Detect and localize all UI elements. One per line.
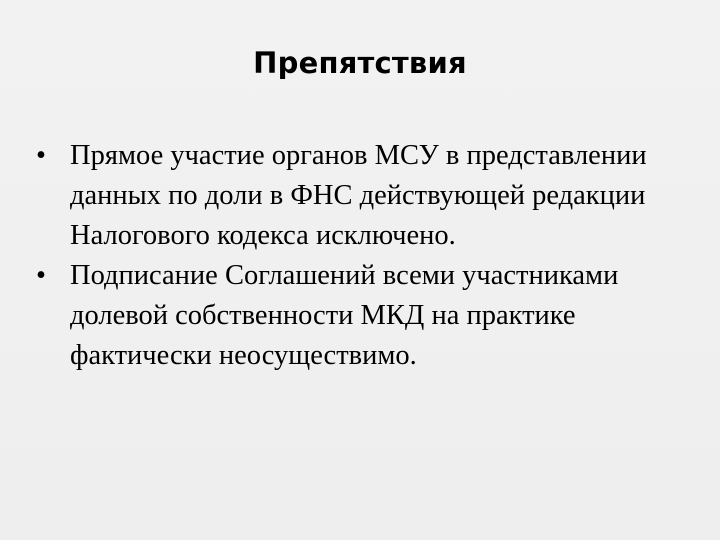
bullet-text: Подписание Соглашений всеми участниками долевой собственности МКД на практике фактически неосуществимо.	[70, 260, 619, 371]
bullet-item	[0, 136, 720, 256]
slide-title: Препятствия	[253, 46, 467, 80]
bullet-list	[0, 136, 720, 376]
bullet-item	[0, 256, 720, 376]
bullet-marker: •	[36, 260, 46, 291]
bullet-marker: •	[36, 140, 46, 171]
bullet-text: Прямое участие органов МСУ в представлении данных по доли в ФНС действующей редакции Налогового кодекса исключено.	[70, 140, 647, 251]
